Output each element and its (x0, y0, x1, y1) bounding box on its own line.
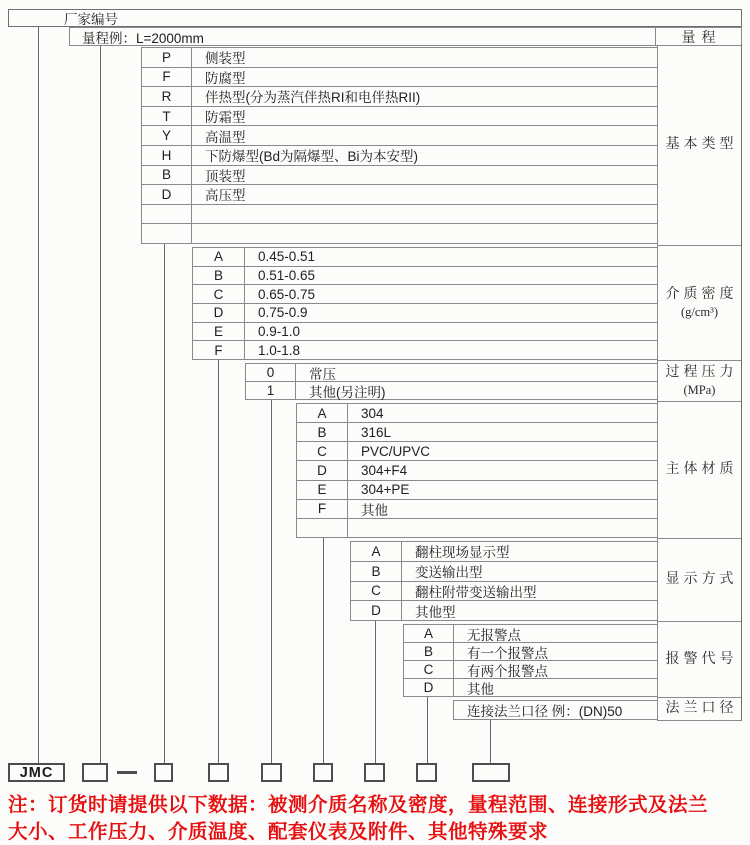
row-desc: 0.9-1.0 (258, 324, 301, 340)
row-desc: 翻柱附带变送输出型 (415, 584, 537, 600)
table-row (193, 248, 657, 267)
table-row (297, 500, 657, 519)
row-code: C (297, 442, 348, 460)
row-desc (192, 224, 205, 243)
row-code: D (297, 461, 348, 479)
row-code: A (404, 625, 454, 642)
order-note (8, 792, 708, 845)
section-label-pressure (657, 361, 742, 402)
table-row (404, 661, 657, 679)
range-example-text: 量程例：L=2000mm (82, 30, 204, 46)
section-alarm (403, 624, 657, 697)
table-row (454, 701, 657, 719)
row-code: C (193, 285, 245, 303)
row-desc: 顶装型 (205, 168, 246, 184)
row-code: B (193, 267, 245, 285)
table-row (142, 68, 657, 88)
row-desc: 1.0-1.8 (258, 342, 301, 358)
row-code: P (142, 48, 192, 67)
row-desc: PVC/UPVC (361, 443, 431, 459)
code-box-1 (82, 763, 108, 782)
table-row (142, 87, 657, 107)
row-desc: 伴热型(分为蒸汽伴热RI和电伴热RII) (205, 90, 421, 106)
factory-code-label: 厂家编号 (64, 12, 118, 27)
row-code: F (297, 500, 348, 518)
section-label-flange (657, 698, 742, 721)
row-code: D (142, 185, 192, 204)
row-desc: 304 (361, 405, 384, 421)
section-label-basic (657, 45, 742, 246)
section-label-density (657, 246, 742, 361)
row-code: A (297, 404, 348, 422)
table-row (142, 107, 657, 127)
leader-line-material (323, 538, 324, 763)
leader-line-display (375, 621, 376, 763)
table-row (404, 625, 657, 643)
table-row (351, 601, 657, 620)
row-desc: 侧装型 (205, 51, 246, 67)
table-row (297, 404, 657, 423)
section-label-display (657, 539, 742, 622)
section-label-alarm (657, 622, 742, 698)
row-desc: 变送输出型 (415, 565, 483, 581)
leader-line-factory (38, 26, 39, 763)
section-label-material (657, 402, 742, 539)
code-box-8 (472, 763, 510, 782)
table-row (297, 461, 657, 480)
dash-separator (117, 771, 137, 774)
section-label-text: 显示方式 (665, 572, 738, 587)
row-desc: 有两个报警点 (467, 663, 548, 679)
code-box-3 (208, 763, 229, 782)
table-row (142, 166, 657, 186)
range-label: 量程 (655, 28, 741, 45)
row-desc: 连接法兰口径 例：(DN)50 (467, 704, 623, 719)
table-row (193, 285, 657, 304)
row-code: D (193, 304, 245, 322)
table-row (193, 323, 657, 342)
row-code: T (142, 107, 192, 126)
row-desc: 防霜型 (205, 110, 246, 126)
row-code: B (297, 423, 348, 441)
leader-line-range (100, 45, 101, 763)
section-label-text: 报警代号 (665, 651, 738, 667)
row-desc: 高温型 (205, 129, 246, 145)
row-code: D (404, 679, 454, 696)
table-row (297, 442, 657, 461)
row-code: H (142, 146, 192, 165)
row-desc: 翻柱现场显示型 (415, 545, 510, 561)
leader-line-flange (490, 720, 491, 763)
table-row (142, 185, 657, 205)
section-material (296, 403, 657, 538)
section-label-text: 介质密度 (665, 287, 738, 302)
row-desc: 无报警点 (467, 627, 521, 643)
leader-line-alarm (427, 697, 428, 763)
code-box-7 (416, 763, 437, 782)
code-box-5 (313, 763, 333, 782)
section-pressure (245, 363, 657, 400)
table-row (142, 224, 657, 243)
note-line-1: 注：订货时请提供以下数据：被测介质名称及密度，量程范围、连接形式及法兰 (8, 794, 709, 816)
row-code: C (404, 661, 454, 678)
section-label-sub: (MPa) (683, 383, 716, 397)
row-desc: 下防爆型(Bd为隔爆型、Bi为本安型) (205, 149, 419, 165)
row-code: E (297, 481, 348, 499)
table-row (351, 542, 657, 562)
section-display (350, 541, 657, 621)
table-row (351, 562, 657, 582)
row-desc (192, 205, 205, 224)
row-desc: 其他 (467, 681, 494, 697)
table-row (351, 582, 657, 602)
row-code: B (142, 166, 192, 185)
row-code: Y (142, 126, 192, 145)
section-label-sub: (g/cm³) (680, 305, 719, 319)
factory-code-box (8, 9, 742, 27)
table-row (193, 304, 657, 323)
row-desc: 0.75-0.9 (258, 305, 308, 321)
row-code (142, 205, 192, 224)
section-label-text: 主体材质 (665, 462, 738, 477)
row-code: F (193, 341, 245, 359)
row-code: E (193, 323, 245, 341)
row-desc: 其他(另注明) (309, 384, 386, 400)
row-code: D (351, 601, 402, 620)
section-density (192, 247, 657, 360)
row-code: B (351, 562, 402, 581)
row-code: A (193, 248, 245, 266)
row-desc: 304+PE (361, 482, 410, 498)
range-row (69, 27, 742, 46)
row-code: A (351, 542, 402, 561)
row-code: 0 (246, 364, 296, 381)
section-label-text: 法兰口径 (665, 701, 738, 716)
row-code: B (404, 643, 454, 660)
leader-line-density (218, 360, 219, 763)
table-row (246, 382, 657, 399)
section-basic (141, 47, 657, 244)
section-label-text: 基本类型 (665, 137, 738, 152)
table-row (142, 126, 657, 146)
table-row (404, 643, 657, 661)
row-desc: 0.65-0.75 (258, 286, 316, 302)
row-desc: 高压型 (205, 188, 246, 204)
leader-line-basic (164, 244, 165, 763)
row-desc: 防腐型 (205, 70, 246, 86)
row-code (142, 224, 192, 243)
leader-line-pressure (271, 400, 272, 763)
table-row (142, 205, 657, 225)
row-desc: 有一个报警点 (467, 645, 548, 661)
jmc-model-box: JMC (8, 763, 65, 782)
code-box-6 (364, 763, 385, 782)
row-desc: 0.51-0.65 (258, 268, 316, 283)
note-line-2: 大小、工作压力、介质温度、配套仪表及附件、其他特殊要求 (8, 821, 549, 843)
table-row (297, 423, 657, 442)
row-desc: 其他 (361, 502, 388, 518)
row-code: F (142, 68, 192, 87)
row-desc: 304+F4 (361, 462, 408, 478)
row-desc: 316L (361, 424, 392, 440)
table-row (142, 146, 657, 166)
section-label-text: 过程压力 (665, 365, 738, 380)
code-box-4 (261, 763, 282, 782)
row-desc: 其他型 (415, 604, 456, 620)
row-code (297, 519, 348, 537)
table-row (404, 679, 657, 696)
table-row (297, 481, 657, 500)
row-desc: 常压 (309, 366, 336, 382)
row-desc (348, 519, 361, 537)
code-box-2 (154, 763, 173, 782)
row-code: 1 (246, 382, 296, 399)
row-desc: 0.45-0.51 (258, 249, 316, 265)
table-row (193, 341, 657, 359)
row-code: R (142, 87, 192, 106)
table-row (246, 364, 657, 382)
table-row (193, 267, 657, 286)
table-row (297, 519, 657, 537)
section-flange (453, 700, 657, 720)
row-code: C (351, 582, 402, 601)
table-row (142, 48, 657, 68)
